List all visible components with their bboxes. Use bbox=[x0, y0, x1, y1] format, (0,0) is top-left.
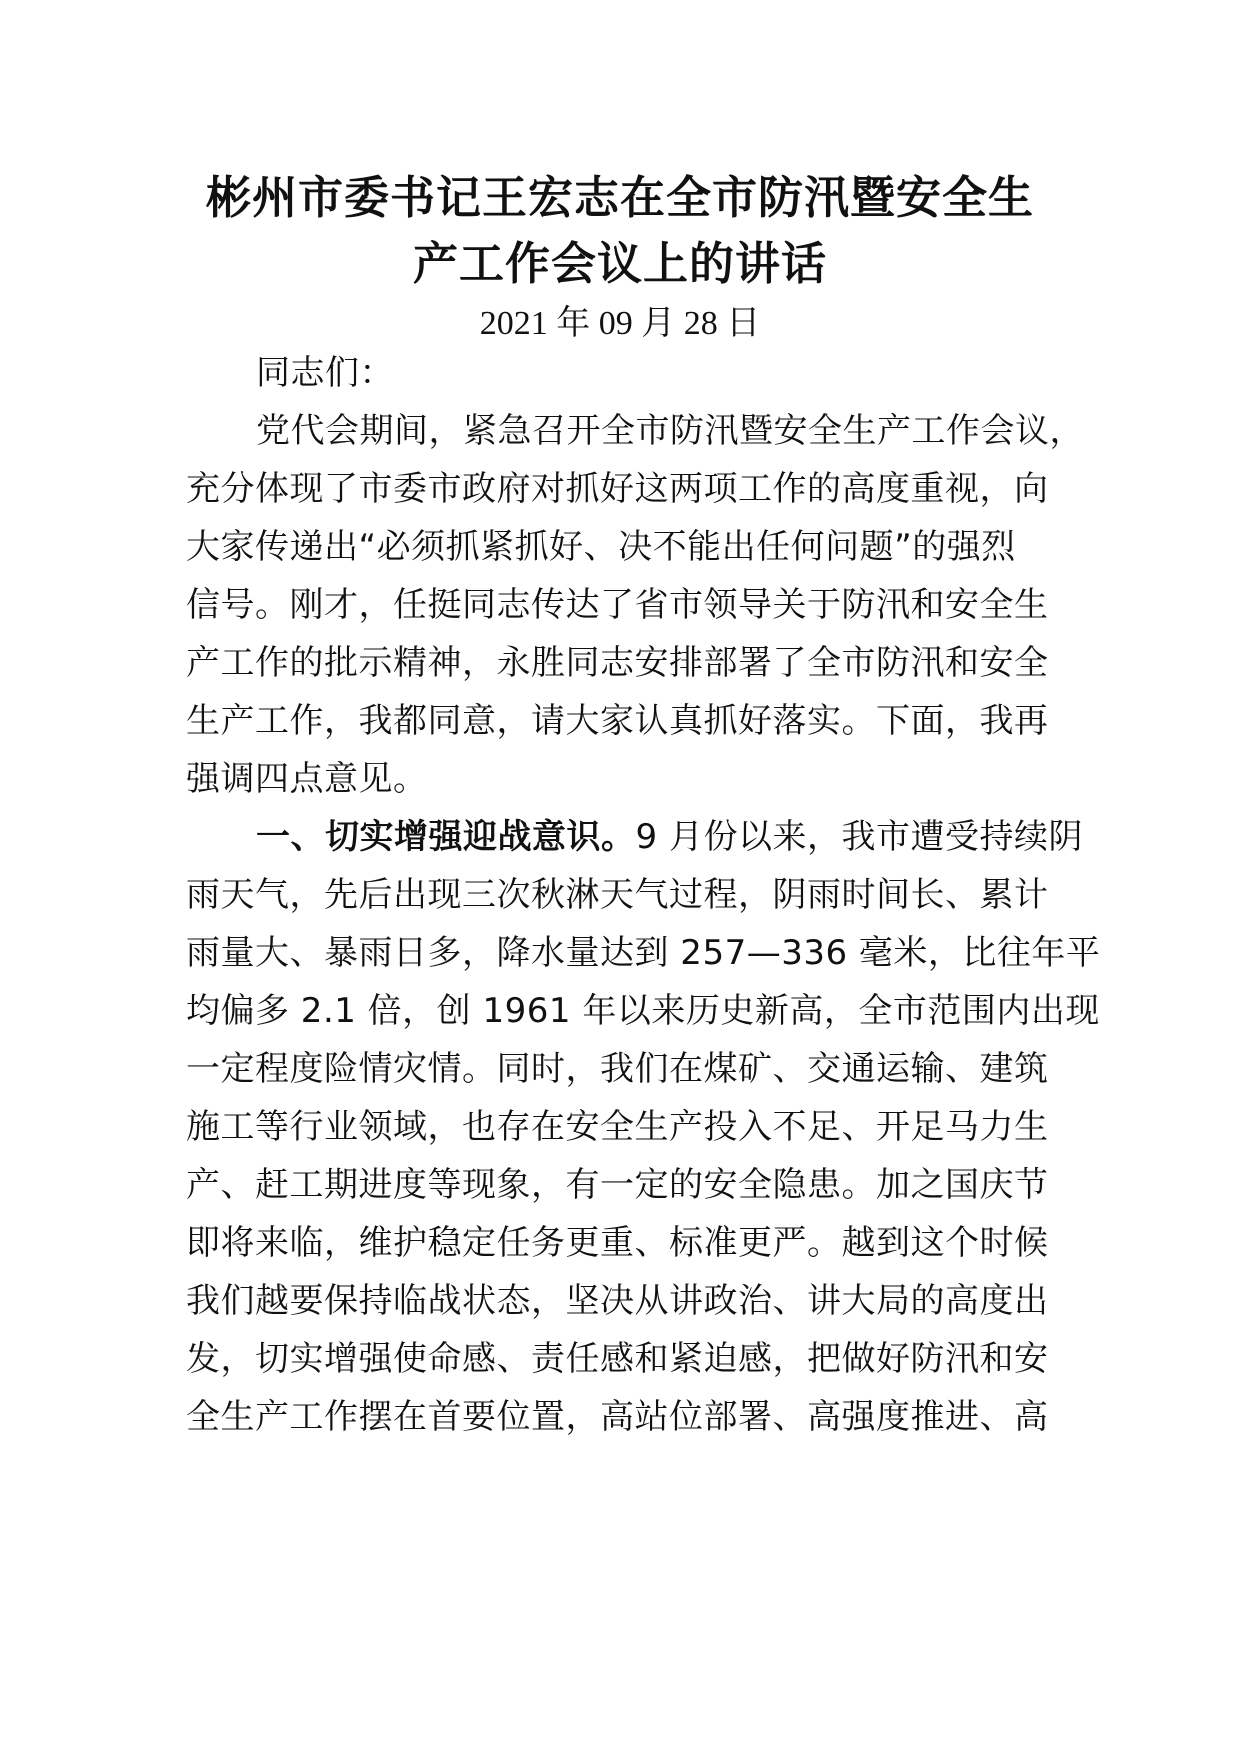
paragraph-line: 强调四点意见。 bbox=[186, 759, 428, 799]
paragraph-line: 发，切实增强使命感、责任感和紧迫感，把做好防汛和安 bbox=[186, 1339, 1049, 1379]
document-title-line-2: 产工作会议上的讲话 bbox=[412, 237, 827, 290]
paragraph-line: 充分体现了市委市政府对抓好这两项工作的高度重视，向 bbox=[186, 469, 1049, 509]
section-1-text: 9 月份以来，我市遭受持续阴 bbox=[635, 817, 1083, 857]
document-title-line-1: 彬州市委书记王宏志在全市防汛暨安全生 bbox=[205, 171, 1034, 224]
paragraph-line: 信号。刚才，任挺同志传达了省市领导关于防汛和安全生 bbox=[186, 585, 1049, 625]
section-1-first-line bbox=[256, 815, 1156, 859]
paragraph-line: 生产工作，我都同意，请大家认真抓好落实。下面，我再 bbox=[186, 701, 1049, 741]
paragraph-line: 产、赶工期进度等现象，有一定的安全隐患。加之国庆节 bbox=[186, 1165, 1049, 1205]
paragraph-line: 大家传递出“必须抓紧抓好、决不能出任何问题”的强烈 bbox=[186, 527, 1016, 567]
paragraph-line: 均偏多 2.1 倍，创 1961 年以来历史新高，全市范围内出现 bbox=[186, 991, 1100, 1031]
paragraph-line: 施工等行业领域，也存在安全生产投入不足、开足马力生 bbox=[186, 1107, 1049, 1147]
paragraph-line: 党代会期间，紧急召开全市防汛暨安全生产工作会议， bbox=[256, 411, 1084, 451]
section-1-heading: 一、切实增强迎战意识。 bbox=[256, 817, 636, 857]
paragraph-line: 雨天气，先后出现三次秋淋天气过程，阴雨时间长、累计 bbox=[186, 875, 1049, 915]
salutation: 同志们： bbox=[256, 353, 394, 393]
paragraph-line: 我们越要保持临战状态，坚决从讲政治、讲大局的高度出 bbox=[186, 1281, 1049, 1321]
paragraph-line: 雨量大、暴雨日多，降水量达到 257—336 毫米，比往年平 bbox=[186, 933, 1101, 973]
paragraph-line: 产工作的批示精神，永胜同志安排部署了全市防汛和安全 bbox=[186, 643, 1049, 683]
document-date: 2021 年 09 月 28 日 bbox=[479, 305, 761, 342]
paragraph-line: 即将来临，维护稳定任务更重、标准更严。越到这个时候 bbox=[186, 1223, 1049, 1263]
paragraph-line: 一定程度险情灾情。同时，我们在煤矿、交通运输、建筑 bbox=[186, 1049, 1049, 1089]
paragraph-line: 全生产工作摆在首要位置，高站位部署、高强度推进、高 bbox=[186, 1397, 1049, 1437]
